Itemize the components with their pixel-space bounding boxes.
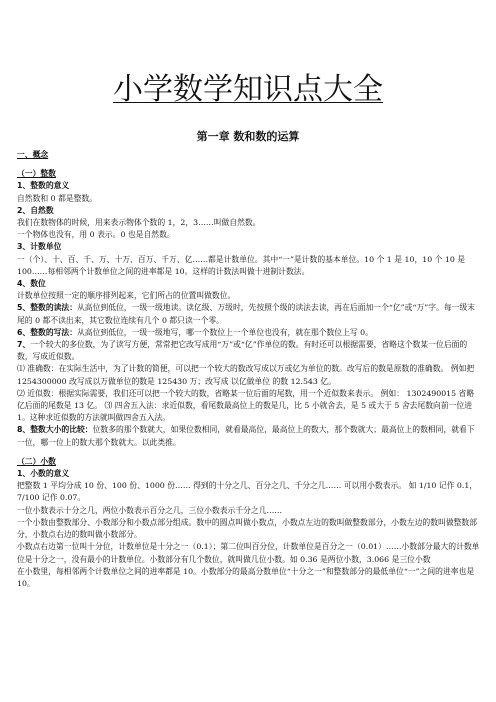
paragraph (17, 339, 480, 363)
inline-heading: 5、整数的读法： (17, 303, 78, 313)
paragraph: 一个物体也没有，用 0 表示。0 也是自然数。 (17, 230, 175, 240)
chapter-heading: 第一章 数和数的运算 (196, 130, 300, 143)
paragraph (17, 327, 480, 339)
paragraph: 一个小数由整数部分、小数部分和小数点部分组成。数中的圆点叫做小数点，小数点左边的数叫做整数部分，小数左边的数叫做整数部分，小数点右边的数叫做小数部分。 (17, 517, 478, 540)
paragraph (17, 302, 480, 326)
page-title: 小学数学知识点大全 (113, 72, 383, 107)
inline-text: 一个较大的多位数，为了读写方便，常常把它改写成用“万”或“亿”作单位的数。有时还可以根据需要，省略这个数某一位后面的数，写成近似数。 (17, 340, 468, 362)
section-heading: 一、概念 (17, 150, 49, 159)
document-body (17, 149, 480, 590)
inline-heading: 6、整数的写法： (17, 327, 78, 337)
inline-text: 从高位到低位，一级一级地读。读亿级、万级时，先按照个级的读法去读，再在后面加一个“亿”或“万”字。每一级末尾的 0 都不读出来，其它数位连续有几个 0 都只读一个零。 (17, 303, 476, 325)
item-heading: 1、小数的意义 (17, 469, 70, 479)
paragraph: 小数点右边第一位叫十分位，计数单位是十分之一（0.1）；第二位叫百分位，计数单位是百分之一（0.01）……小数部分最大的计数单位是十分之一，没有最小的计数单位。小数部分有几个数位，就叫做几位小数。如 0.36 是两位小数，3.066 是三位小数 (17, 542, 480, 564)
paragraph: 把整数 1 平均分成 10 份、100 份、1000 份…… 得到的十分之几、百分之几、千分之几…… 可以用小数表示。 如 1/10 记作 0.1，7/100 记作 0.07。 (17, 481, 478, 503)
item-heading: 2、自然数 (17, 205, 54, 215)
paragraph (17, 424, 480, 448)
paragraph: 在小数里，每相邻两个计数单位之间的进率都是 10。小数部分的最高分数单位“十分之一”和整数部分的最低单位“一”之间的进率也是 10。 (17, 566, 475, 588)
paragraph: 我们在数物体的时候，用来表示物体个数的 1，2，3……叫做自然数。 (17, 218, 261, 228)
paragraph: 自然数和 0 都是整数。 (17, 193, 98, 203)
item-heading: 4、数位 (17, 279, 46, 289)
inline-text: 从高位到低位，一级一级地写，哪一个数位上一个单位也没有，就在那个数位上写 0。 (77, 327, 373, 337)
item-heading: 1、整数的意义 (17, 181, 70, 191)
inline-heading: 8、整数大小的比较： (17, 425, 93, 435)
paragraph: ⑴ 准确数：在实际生活中，为了计数的简便，可以把一个较大的数改写成以万或亿为单位的数。改写后的数是原数的准确数。 例如把 1254300000 改写成以万做单位的数是 125430 万；改写成 以亿做单位 的数 12.543 亿。 (17, 364, 475, 386)
inline-heading: 7、 (17, 340, 31, 350)
paragraph: ⑵ 近似数：根据实际需要，我们还可以把一个较大的数，省略某一位后面的尾数，用一个近似数来表示。 例如： 1302490015 省略亿后面的尾数是 13 亿。 ⑶ 四舍五入法：求近似数，看尾数最高位上的数是几，比 5 小就舍去，是 5 或大于 5 舍去尾数向前一位进 1。这种求近似数的方法就叫做四舍五入法。 (17, 388, 475, 423)
inline-text: 位数多的那个数就大，如果位数相同，就看最高位，最高位上的数大，那个数就大；最高位上的数相同，就看下一位，哪一位上的数大那个数就大。以此类推。 (17, 425, 475, 447)
subsection-heading: （一）整数 (17, 169, 56, 179)
item-heading: 3、计数单位 (17, 242, 62, 252)
paragraph: 一位小数表示十分之几，两位小数表示百分之几，三位小数表示千分之几…… (17, 505, 283, 515)
paragraph: 计数单位按照一定的顺序排列起来，它们所占的位置叫做数位。 (17, 291, 236, 301)
paragraph: 一（个）、十、百、千、万、十万、百万、千万、亿……都是计数单位。其中“一”是计数的基本单位。10 个 1 是 10，10 个 10 是 100……每相邻两个计数单位之间的进率都是 10。这样的计数法叫做十进制计数法。 (17, 254, 466, 276)
subsection-heading: （二）小数 (17, 456, 56, 466)
